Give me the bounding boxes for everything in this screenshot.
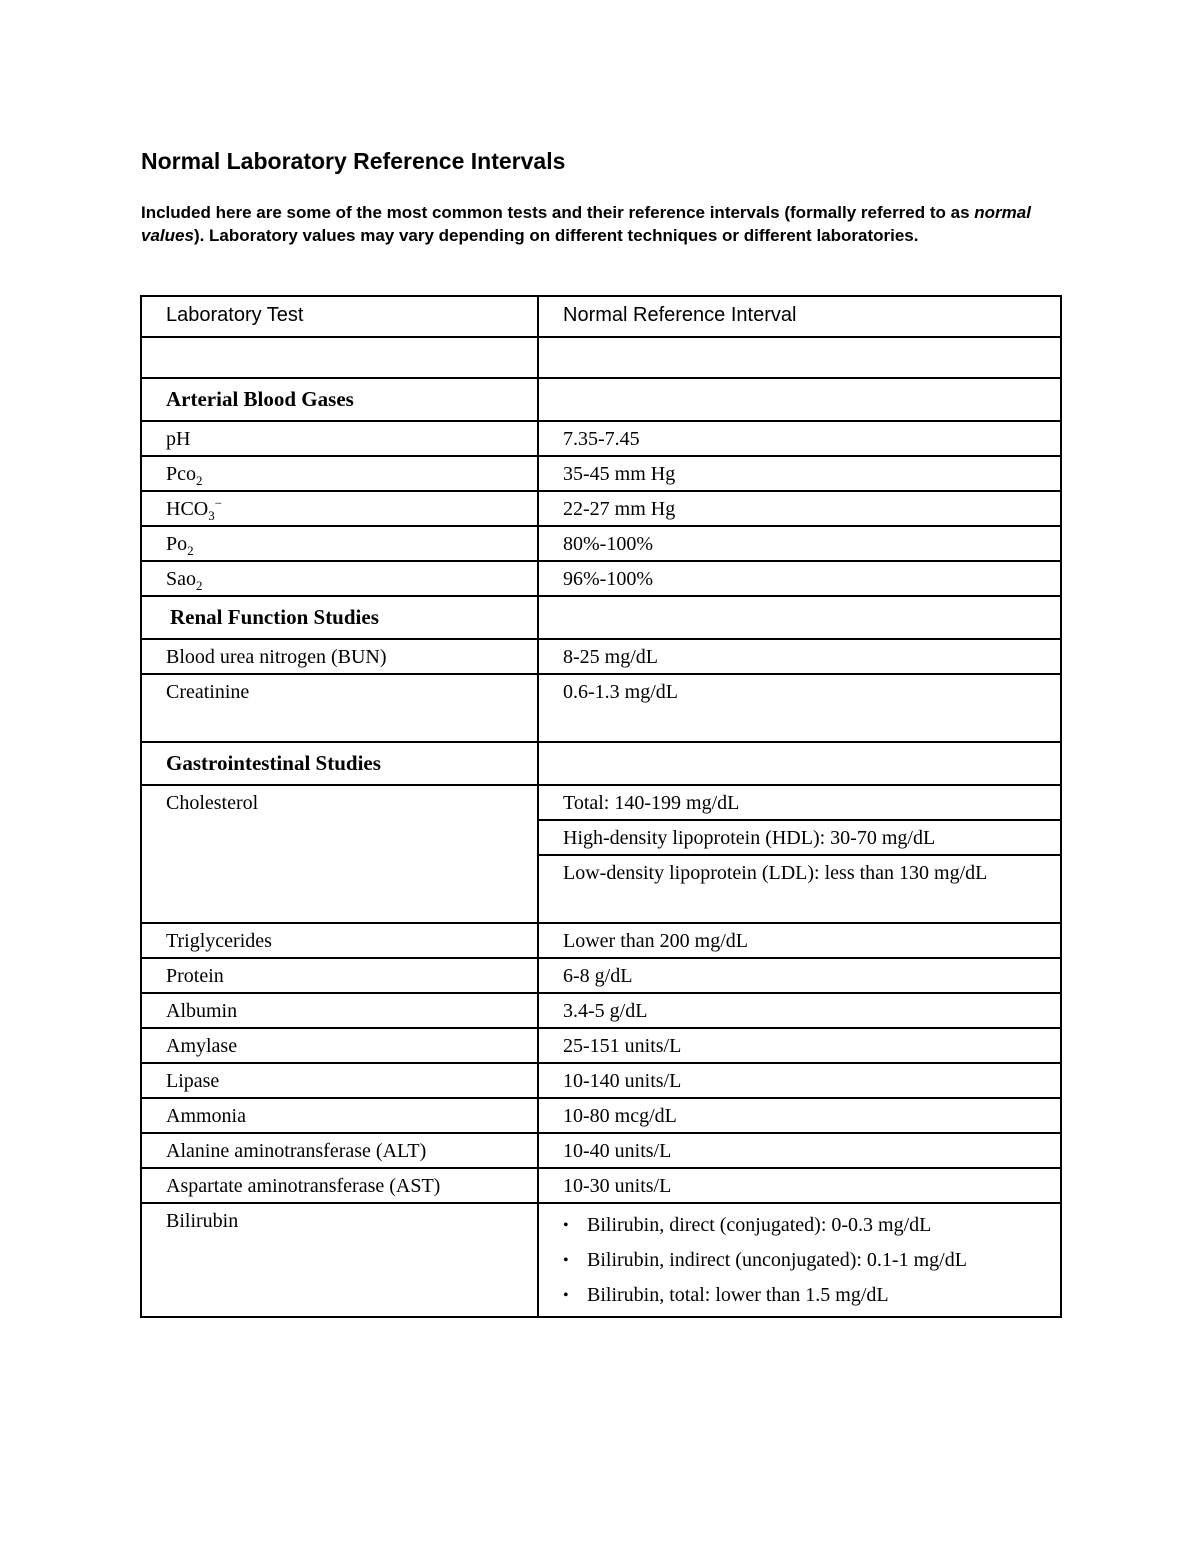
test-name: Lipase (141, 1063, 538, 1098)
table-row-po2 (141, 526, 1061, 561)
test-value: High-density lipoprotein (HDL): 30-70 mg/dL (538, 820, 1061, 855)
test-value: Low-density lipoprotein (LDL): less than 130 mg/dL (538, 855, 1061, 923)
bullet-icon: • (563, 1287, 569, 1304)
blank-cell (538, 337, 1061, 378)
test-value: 10-40 units/L (538, 1133, 1061, 1168)
section-row-arterial-blood-gases (141, 378, 1061, 421)
test-value: 6-8 g/dL (538, 958, 1061, 993)
test-value: Total: 140-199 mg/dL (538, 785, 1061, 820)
table-row-sao2 (141, 561, 1061, 596)
test-value: 10-30 units/L (538, 1168, 1061, 1203)
list-item-text: Bilirubin, total: lower than 1.5 mg/dL (587, 1284, 889, 1306)
blank-cell (538, 378, 1061, 421)
blank-cell (538, 742, 1061, 785)
test-name: Amylase (141, 1028, 538, 1063)
test-name (141, 456, 538, 491)
test-value: 80%-100% (538, 526, 1061, 561)
test-name: Bilirubin (141, 1203, 538, 1317)
test-name: Protein (141, 958, 538, 993)
test-value: 96%-100% (538, 561, 1061, 596)
test-name: Cholesterol (141, 785, 538, 923)
test-name (141, 561, 538, 596)
blank-cell (141, 337, 538, 378)
test-name: Ammonia (141, 1098, 538, 1133)
section-label: Renal Function Studies (141, 596, 538, 639)
test-name: Blood urea nitrogen (BUN) (141, 639, 538, 674)
bullet-icon: • (563, 1217, 569, 1234)
list-item (563, 1208, 1048, 1243)
page-title: Normal Laboratory Reference Intervals (141, 148, 566, 174)
section-row-renal-function-studies (141, 596, 1061, 639)
test-name: Triglycerides (141, 923, 538, 958)
table-row-ph (141, 421, 1061, 456)
table-row-albumin (141, 993, 1061, 1028)
intro-emphasis: normal values (141, 203, 1031, 245)
test-value: 8-25 mg/dL (538, 639, 1061, 674)
test-name (141, 526, 538, 561)
table-row-creatinine (141, 674, 1061, 742)
section-label: Gastrointestinal Studies (141, 742, 538, 785)
test-name-main: Po (166, 533, 188, 555)
test-value: 35-45 mm Hg (538, 456, 1061, 491)
test-value: 10-140 units/L (538, 1063, 1061, 1098)
test-name-superscript: − (214, 495, 223, 511)
test-value: 10-80 mcg/dL (538, 1098, 1061, 1133)
section-row-gastrointestinal-studies (141, 742, 1061, 785)
table-row-triglycerides (141, 923, 1061, 958)
test-name-main: HCO (166, 498, 209, 520)
test-value: Lower than 200 mg/dL (538, 923, 1061, 958)
test-name-main: Sao (166, 568, 196, 590)
test-name-subscript: 2 (196, 473, 203, 488)
test-name-subscript: 2 (187, 543, 194, 558)
test-value (538, 1203, 1061, 1317)
header-laboratory-test: Laboratory Test (141, 296, 538, 337)
table-header-row (141, 296, 1061, 337)
test-value: 3.4-5 g/dL (538, 993, 1061, 1028)
test-name: Aspartate aminotransferase (AST) (141, 1168, 538, 1203)
test-name-main: Pco (166, 463, 196, 485)
test-name: Creatinine (141, 674, 538, 742)
test-value: 0.6-1.3 mg/dL (538, 674, 1061, 742)
table-row-ammonia (141, 1098, 1061, 1133)
intro-text-end: ). Laboratory values may vary depending on different techniques or different laboratories. (193, 226, 919, 245)
test-name-subscript: 3 (208, 508, 215, 523)
list-item-text: Bilirubin, indirect (unconjugated): 0.1-1 mg/dL (587, 1249, 967, 1271)
table-row-bilirubin (141, 1203, 1061, 1317)
test-value: 25-151 units/L (538, 1028, 1061, 1063)
table-row-hco3 (141, 491, 1061, 526)
bullet-icon: • (563, 1252, 569, 1269)
table-row-ast (141, 1168, 1061, 1203)
blank-row (141, 337, 1061, 378)
header-reference-interval: Normal Reference Interval (538, 296, 1061, 337)
table-row-alt (141, 1133, 1061, 1168)
list-item (563, 1278, 1048, 1313)
test-name (141, 491, 538, 526)
test-value: 7.35-7.45 (538, 421, 1061, 456)
table-row-amylase (141, 1028, 1061, 1063)
table-row-lipase (141, 1063, 1061, 1098)
intro-text-start: Included here are some of the most common tests and their reference intervals (formally referred to as (141, 203, 975, 222)
table-row-pco2 (141, 456, 1061, 491)
list-item (563, 1243, 1048, 1278)
blank-cell (538, 596, 1061, 639)
list-item-text: Bilirubin, direct (conjugated): 0-0.3 mg/dL (587, 1214, 932, 1236)
test-name: Albumin (141, 993, 538, 1028)
section-label: Arterial Blood Gases (141, 378, 538, 421)
test-value: 22-27 mm Hg (538, 491, 1061, 526)
intro-paragraph (141, 201, 1061, 247)
table-row-bun (141, 639, 1061, 674)
table-row-protein (141, 958, 1061, 993)
test-name: Alanine aminotransferase (ALT) (141, 1133, 538, 1168)
test-name-subscript: 2 (196, 578, 203, 593)
bilirubin-list (563, 1208, 1048, 1313)
table-row-cholesterol-total (141, 785, 1061, 820)
test-name: pH (141, 421, 538, 456)
reference-table (140, 295, 1062, 1318)
